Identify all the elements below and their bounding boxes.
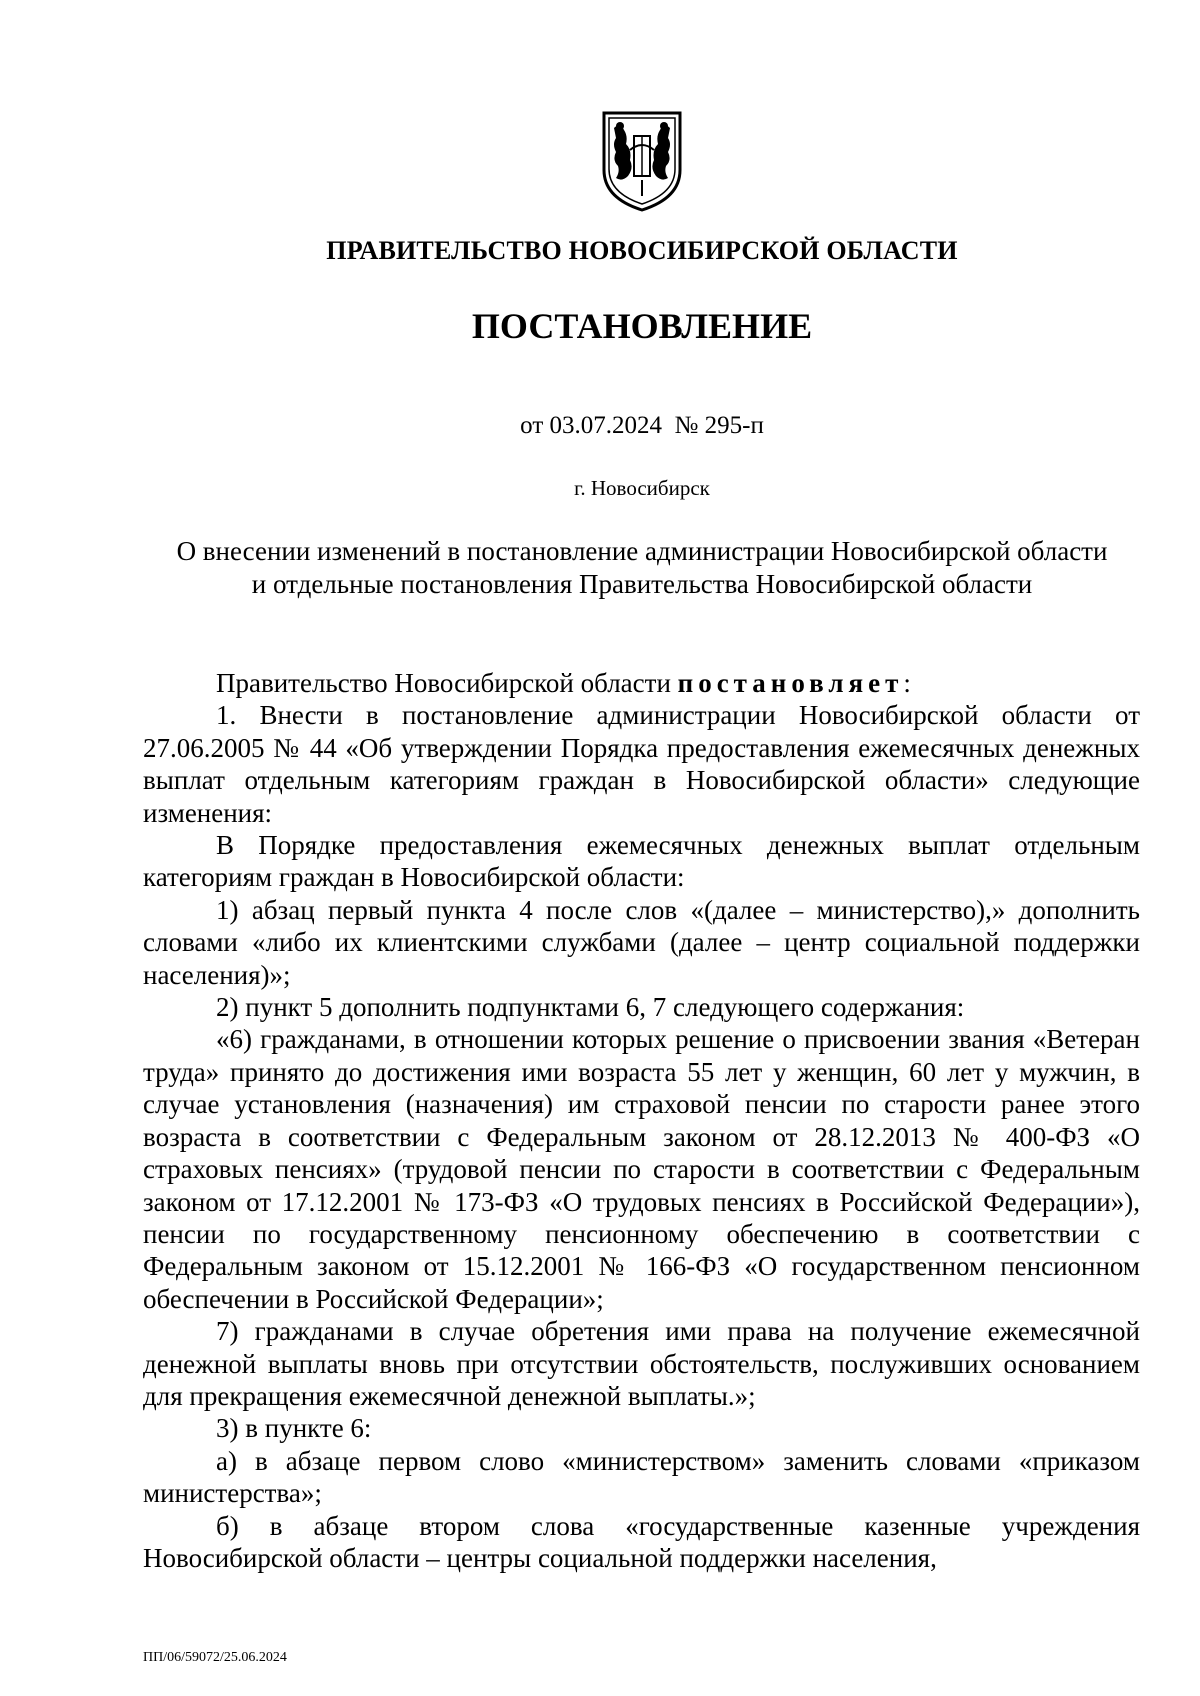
intro-keyword: постановляет — [677, 668, 904, 698]
subject-line-1: О внесении изменений в постановление администрации Новосибирской области — [176, 536, 1108, 566]
intro-prefix: Правительство Новосибирской области — [216, 668, 678, 698]
document-date-number: от 03.07.2024 № 295-п — [520, 412, 764, 439]
document-subject — [42, 535, 1200, 601]
intro-paragraph — [143, 667, 1140, 699]
coat-of-arms-icon — [600, 110, 684, 212]
paragraph-subitem-6: «6) гражданами, в отношении которых решение о присвоении звания «Ветеран труда» принято до достижения ими возраста 55 лет у женщин, 60 лет у мужчин, в случае установления (назначения) им страховой пенсии по старости ранее этого возраста в соответствии с Федеральным законом от 28.12.2013 № 400-ФЗ «О страховых пенсиях» (трудовой пенсии по старости в соответствии с Федеральным законом от 17.12.2001 № 173-ФЗ «О трудовых пенсиях в Российской Федерации»), пенсии по государственному пенсионному обеспечению в соответствии с Федеральным законом от 15.12.2001 № 166-ФЗ «О государственном пенсионном обеспечении в Российской Федерации»; — [143, 1024, 1140, 1314]
paragraph-item-1: 1. Внести в постановление администрации Новосибирской области от 27.06.2005 № 44 «Об утверждении Порядка предоставления ежемесячных денежных выплат отдельным категориям граждан в Новосибирской области» следующие изменения: — [143, 700, 1140, 828]
paragraph-subitem-b: б) в абзаце втором слова «государственные казенные учреждения Новосибирской области – центры социальной поддержки населения, — [143, 1510, 1140, 1573]
paragraph-subitem-a: а) в абзаце первом слово «министерством» заменить словами «приказом министерства»; — [143, 1445, 1140, 1509]
paragraph-order-intro: В Порядке предоставления ежемесячных денежных выплат отдельным категориям граждан в Новосибирской области: — [143, 830, 1140, 893]
subject-line-2: и отдельные постановления Правительства Новосибирской области — [251, 569, 1033, 599]
paragraph-subitem-2: 2) пункт 5 дополнить подпунктами 6, 7 следующего содержания: — [216, 992, 965, 1023]
paragraph-subitem-3: 3) в пункте 6: — [216, 1413, 372, 1444]
paragraph-subitem-1: 1) абзац первый пункта 4 после слов «(далее – министерство),» дополнить словами «либо их клиентскими службами (далее – центр социальной поддержки населения)»; — [143, 894, 1140, 990]
document-type-title: ПОСТАНОВЛЕНИЕ — [471, 306, 813, 346]
document-city: г. Новосибирск — [574, 476, 710, 500]
footer-document-code: ПП/06/59072/25.06.2024 — [143, 1650, 287, 1665]
document-body — [143, 667, 1140, 1574]
organization-title: ПРАВИТЕЛЬСТВО НОВОСИБИРСКОЙ ОБЛАСТИ — [326, 236, 958, 265]
paragraph-subitem-7: 7) гражданами в случае обретения ими права на получение ежемесячной денежной выплаты вновь при отсутствии обстоятельств, послуживших основанием для прекращения ежемесячной денежной выплаты.»; — [143, 1316, 1140, 1411]
intro-suffix: : — [903, 668, 911, 698]
